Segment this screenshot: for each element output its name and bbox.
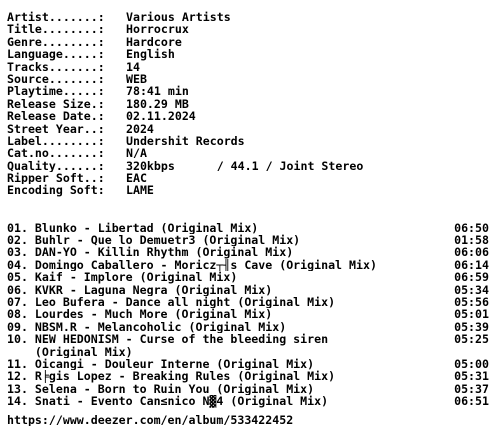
meta-key: Label........: xyxy=(7,134,105,148)
track-row xyxy=(7,308,489,320)
meta-key: Encoding Soft: xyxy=(7,184,105,197)
meta-row-ripper-soft xyxy=(7,172,489,184)
meta-key: Language.....: xyxy=(7,48,105,61)
track-row xyxy=(7,333,489,345)
meta-row-source xyxy=(7,73,489,85)
meta-key: Release Date.: xyxy=(7,110,105,123)
meta-value: WEB xyxy=(125,72,147,86)
meta-value: 180.29 MB xyxy=(125,97,189,111)
meta-key: Quality......: xyxy=(7,159,105,173)
track-row xyxy=(7,246,489,258)
meta-value: Horrocrux xyxy=(125,23,189,36)
tracklist xyxy=(7,222,489,408)
track-title: 03. DAN-YO - Killin Rhythm (Original Mix) xyxy=(7,246,294,259)
track-title: 12. R╞gis Lopez - Breaking Rules (Original Mix) xyxy=(7,370,336,383)
track-duration: 05:34 xyxy=(454,283,489,296)
track-duration: 05:01 xyxy=(454,308,489,321)
track-title: 08. Lourdes - Much More (Original Mix) xyxy=(7,308,273,321)
meta-key: Source.......: xyxy=(7,72,105,86)
track-title: 14. Snati - Evento Can≤nico N▓4 (Original Mix) xyxy=(7,395,329,408)
track-duration: 06:50 xyxy=(454,221,489,235)
track-row xyxy=(7,259,489,271)
meta-value: LAME xyxy=(125,184,154,197)
meta-row-release-size xyxy=(7,98,489,110)
meta-key: Artist.......: xyxy=(7,11,105,24)
meta-value: 320kbps / 44.1 / Joint Stereo xyxy=(125,159,364,173)
meta-key: Release Size.: xyxy=(7,97,105,111)
meta-row-language xyxy=(7,48,489,60)
track-title: 01. Blunko - Libertad (Original Mix) xyxy=(7,221,259,235)
meta-value: Various Artists xyxy=(125,11,231,24)
track-title: 11. Oicangi - Douleur Interne (Original Mix) xyxy=(7,357,315,371)
release-info xyxy=(7,11,489,197)
source-url: https://www.deezer.com/en/album/533422452 xyxy=(7,413,294,426)
meta-key: Playtime.....: xyxy=(7,85,105,98)
meta-key: Ripper Soft..: xyxy=(7,172,105,185)
meta-row-tracks xyxy=(7,61,489,73)
track-duration: 01:58 xyxy=(454,234,489,247)
track-duration: 05:31 xyxy=(454,370,489,383)
track-row xyxy=(7,234,489,246)
meta-value: 78:41 min xyxy=(125,85,189,98)
meta-key: Genre........: xyxy=(7,35,105,49)
meta-key: Title........: xyxy=(7,23,105,36)
track-row xyxy=(7,222,489,234)
meta-row-cat-no xyxy=(7,147,489,159)
spacer xyxy=(7,197,489,222)
track-duration: 05:37 xyxy=(454,382,489,396)
track-row xyxy=(7,271,489,283)
track-duration: 05:25 xyxy=(454,333,489,346)
meta-key: Cat.no.......: xyxy=(7,147,105,160)
track-duration: 06:14 xyxy=(454,258,489,272)
meta-row-playtime xyxy=(7,85,489,97)
track-duration: 06:51 xyxy=(454,395,489,408)
track-row xyxy=(7,370,489,382)
track-title: 13. Selena - Born to Ruin You (Original Mix) xyxy=(7,382,315,396)
track-duration: 05:39 xyxy=(454,320,489,334)
meta-row-release-date xyxy=(7,110,489,122)
track-row xyxy=(7,358,489,370)
meta-row-title xyxy=(7,23,489,35)
meta-value: 14 xyxy=(125,60,140,73)
track-row xyxy=(7,321,489,333)
meta-row-quality xyxy=(7,160,489,172)
meta-key: Street Year..: xyxy=(7,122,105,135)
track-row xyxy=(7,383,489,395)
nfo-document xyxy=(7,11,489,426)
meta-row-street-year xyxy=(7,123,489,135)
track-row xyxy=(7,284,489,296)
meta-value: EAC xyxy=(125,172,147,185)
track-title: 09. NBSM.R - Melancoholic (Original Mix) xyxy=(7,320,287,334)
track-title: 02. Buhlr - Que lo Demuetr3 (Original Mix) xyxy=(7,234,301,247)
track-title: 06. KVKR - Laguna Negra (Original Mix) xyxy=(7,283,273,296)
track-title: 05. Kaif - Implore (Original Mix) xyxy=(7,271,238,284)
track-title-continuation: (Original Mix) xyxy=(7,345,133,358)
meta-key: Tracks.......: xyxy=(7,60,105,73)
meta-value: N/A xyxy=(125,147,147,160)
meta-row-encoding-soft xyxy=(7,184,489,196)
meta-value: 2024 xyxy=(125,122,154,135)
track-row xyxy=(7,395,489,407)
track-duration: 06:59 xyxy=(454,271,489,284)
track-duration: 06:06 xyxy=(454,246,489,259)
meta-value: Hardcore xyxy=(125,35,182,49)
track-title: 10. NEW HEDONISM - Curse of the bleeding siren xyxy=(7,333,329,346)
meta-value: 02.11.2024 xyxy=(125,110,196,123)
meta-row-label xyxy=(7,135,489,147)
meta-row-artist xyxy=(7,11,489,23)
track-duration: 05:00 xyxy=(454,357,489,371)
meta-value: Undershit Records xyxy=(125,134,245,148)
track-title: 07. Leo Bufera - Dance all night (Original Mix) xyxy=(7,296,336,309)
meta-value: English xyxy=(125,48,175,61)
track-row xyxy=(7,296,489,308)
meta-row-genre xyxy=(7,36,489,48)
track-title: 04. Domingo Caballero - Moricz┬╢s Cave (Original Mix) xyxy=(7,258,377,272)
track-duration: 05:56 xyxy=(454,296,489,309)
